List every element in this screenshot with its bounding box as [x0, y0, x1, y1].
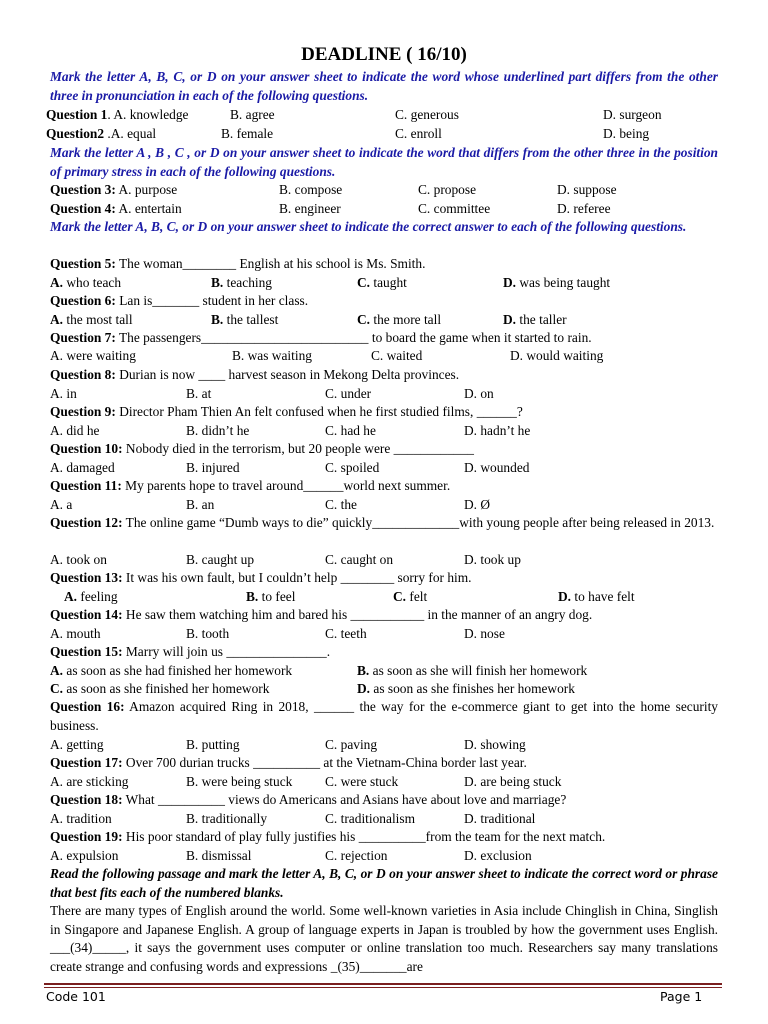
question-text: The online game “Dumb ways to die” quickly_____________with young people after being released in 2013. — [122, 515, 715, 530]
question-label: Question 17: — [50, 755, 123, 770]
question-15 — [50, 643, 718, 661]
footer-divider-thin — [44, 987, 722, 988]
question-label: Question 3: — [50, 182, 116, 197]
option-b: the tallest — [226, 312, 279, 327]
option-b: to feel — [261, 589, 296, 604]
question-11-options — [50, 496, 718, 514]
option-d: as soon as she finishes her homework — [373, 681, 575, 696]
option-c: as soon as she finished her homework — [66, 681, 270, 696]
question-15-options-cd: C. as soon as she finished her homework D. as soon as she finishes her homework — [50, 681, 575, 696]
option-b: B. an — [186, 497, 215, 512]
option-c: C. paving — [325, 737, 378, 752]
question-19 — [50, 828, 718, 846]
option-c: the more tall — [373, 312, 442, 327]
reading-passage: There are many types of English around the world. Some well-known varieties in Asia include Chinglish in China, Singlish in Singapore and Japanese English. A group of language experts in Japan is troubled by how the government uses English. ___(34)_____, it says the government uses computer or online translation too much. Researchers say many translations create strange and confusing words and expressions _(35)_______are — [50, 903, 718, 974]
option-a: A. getting — [50, 737, 104, 752]
question-label: Question 19: — [50, 829, 123, 844]
question-10 — [50, 440, 718, 458]
question-label: Question 16: — [50, 699, 125, 714]
question-18-options — [50, 810, 718, 828]
footer-divider — [44, 983, 722, 985]
question-4 — [50, 200, 718, 218]
question-text: The woman________ English at his school is Ms. Smith. — [115, 256, 426, 271]
question-12-options — [50, 551, 718, 569]
option-a: feeling — [80, 589, 118, 604]
question-text: Amazon acquired Ring in 2018, ______ the way for the e-commerce giant to get into the home security business. — [50, 699, 718, 733]
option-d: D. wounded — [464, 460, 530, 475]
question-label: Question 8: — [50, 367, 116, 382]
option-c: C. the — [325, 497, 357, 512]
option-d: was being taught — [519, 275, 611, 290]
option-a: A. in — [50, 386, 77, 401]
page-title: DEADLINE ( 16/10) — [301, 44, 467, 65]
option-c: C. spoiled — [325, 460, 380, 475]
option-a: A. mouth — [50, 626, 101, 641]
option-b: B. compose — [279, 182, 343, 197]
instruction-stress: Mark the letter A , B , C , or D on your answer sheet to indicate the word that differs from the other three in the position of primary stress in each of the following questions. — [50, 145, 718, 179]
question-text: Director Pham Thien An felt confused when he first studied films, ______? — [115, 404, 523, 419]
option-d: to have felt — [574, 589, 635, 604]
footer-code: Code 101 — [46, 989, 106, 1004]
question-9 — [50, 403, 718, 421]
option-a: A. damaged — [50, 460, 115, 475]
question-9-options — [50, 422, 718, 440]
option-a: who teach — [66, 275, 122, 290]
question-text: It was his own fault, but I couldn’t help ________ sorry for him. — [122, 570, 472, 585]
option-a: A. expulsion — [50, 848, 119, 863]
question-8 — [50, 366, 718, 384]
question-label: Question 4: — [50, 201, 116, 216]
option-c: C. propose — [418, 182, 477, 197]
question-text: He saw them watching him and bared his ___________ in the manner of an angry dog. — [122, 607, 593, 622]
question-7 — [50, 329, 718, 347]
question-text: Over 700 durian trucks __________ at the Vietnam-China border last year. — [122, 755, 527, 770]
option-d: D. took up — [464, 552, 521, 567]
option-c: C. caught on — [325, 552, 394, 567]
option-d: D. on — [464, 386, 494, 401]
question-13-options: A. feeling B. to feel C. felt D. to have felt — [64, 589, 635, 604]
option-b: as soon as she will finish her homework — [372, 663, 588, 678]
footer-page-number: Page 1 — [660, 989, 703, 1004]
option-a: A. did he — [50, 423, 100, 438]
option-c: felt — [409, 589, 428, 604]
option-d: D. are being stuck — [464, 774, 562, 789]
question-text: Nobody died in the terrorism, but 20 people were ____________ — [122, 441, 474, 456]
question-17 — [50, 754, 718, 772]
question-15-options-ab: A. as soon as she had finished her homework B. as soon as she will finish her homework — [50, 663, 588, 678]
question-label: Question 13: — [50, 570, 123, 585]
option-b: B. traditionally — [186, 811, 268, 826]
question-text: My parents hope to travel around______world next summer. — [121, 478, 451, 493]
instruction-pronunciation: Mark the letter A, B, C, or D on your answer sheet to indicate the word whose underlined part differs from the other three in pronunciation in each of the following questions. — [50, 69, 718, 103]
question-label: Question2 — [46, 126, 105, 141]
option-b: B. agree — [230, 107, 275, 122]
question-12 — [50, 514, 718, 533]
option-b: B. at — [186, 386, 212, 401]
option-d: D. traditional — [464, 811, 536, 826]
question-text: The passengers_________________________ to board the game when it started to rain. — [115, 330, 592, 345]
option-d: D. exclusion — [464, 848, 532, 863]
question-6-options: A. the most tall B. the tallest C. the more tall D. the taller — [50, 312, 567, 327]
option-a: A. took on — [50, 552, 107, 567]
instruction-correct-answer: Mark the letter A, B, C, or D on your answer sheet to indicate the correct answer to each of the following questions. — [50, 219, 687, 234]
option-d: D. being — [603, 126, 650, 141]
option-c: C. were stuck — [325, 774, 399, 789]
option-d: D. suppose — [557, 182, 617, 197]
option-a: A. a — [50, 497, 73, 512]
option-d: D. surgeon — [603, 107, 662, 122]
option-b: B. caught up — [186, 552, 255, 567]
question-19-options — [50, 847, 718, 865]
question-text: Marry will join us _______________. — [122, 644, 331, 659]
question-8-options — [50, 385, 718, 403]
option-d: D. showing — [464, 737, 526, 752]
question-16 — [50, 698, 718, 735]
question-label: Question 15: — [50, 644, 123, 659]
option-c: C. rejection — [325, 848, 388, 863]
question-18 — [50, 791, 718, 809]
option-b: B. were being stuck — [186, 774, 293, 789]
question-7-options — [50, 347, 718, 365]
option-b: B. putting — [186, 737, 240, 752]
option-a: as soon as she had finished her homework — [66, 663, 293, 678]
question-2 — [46, 125, 714, 143]
option-d: the taller — [519, 312, 567, 327]
question-14 — [50, 606, 718, 624]
question-14-options — [50, 625, 718, 643]
option-d: D. hadn’t he — [464, 423, 531, 438]
question-label: Question 18: — [50, 792, 123, 807]
question-label: Question 14: — [50, 607, 123, 622]
option-a: A. were waiting — [50, 348, 136, 363]
option-b: B. engineer — [279, 201, 341, 216]
question-3 — [50, 181, 718, 199]
option-c: taught — [373, 275, 407, 290]
option-c: C. enroll — [395, 126, 442, 141]
question-5-options: A. who teach B. teaching C. taught D. was being taught — [50, 275, 611, 290]
question-label: Question 1 — [46, 107, 108, 122]
question-11 — [50, 477, 718, 495]
option-b: B. tooth — [186, 626, 230, 641]
option-c: C. generous — [395, 107, 459, 122]
question-5 — [50, 255, 718, 273]
question-label: Question 9: — [50, 404, 116, 419]
question-1 — [46, 106, 714, 124]
option-b: B. didn’t he — [186, 423, 250, 438]
question-label: Question 10: — [50, 441, 123, 456]
option-c: C. waited — [371, 348, 423, 363]
question-10-options — [50, 459, 718, 477]
question-17-options — [50, 773, 718, 791]
option-a: A. tradition — [50, 811, 112, 826]
question-label: Question 6: — [50, 293, 116, 308]
option-a: the most tall — [66, 312, 133, 327]
option-a: .A. equal — [104, 126, 157, 141]
option-a: A. purpose — [115, 182, 178, 197]
question-text: What __________ views do Americans and Asians have about love and marriage? — [122, 792, 567, 807]
question-text: Durian is now ____ harvest season in Mekong Delta provinces. — [115, 367, 460, 382]
question-13 — [50, 569, 718, 587]
option-a: . A. knowledge — [107, 107, 189, 122]
option-c: C. had he — [325, 423, 376, 438]
question-label: Question 11: — [50, 478, 122, 493]
question-16-options — [50, 736, 718, 754]
question-label: Question 7: — [50, 330, 116, 345]
option-c: C. traditionalism — [325, 811, 416, 826]
option-b: B. injured — [186, 460, 240, 475]
option-d: D. referee — [557, 201, 611, 216]
option-c: C. committee — [418, 201, 491, 216]
option-b: B. female — [221, 126, 274, 141]
question-text: Lan is_______ student in her class. — [115, 293, 309, 308]
option-c: C. under — [325, 386, 372, 401]
option-b: B. dismissal — [186, 848, 252, 863]
option-d: D. nose — [464, 626, 505, 641]
option-b: teaching — [226, 275, 272, 290]
option-c: C. teeth — [325, 626, 367, 641]
option-d: D. would waiting — [510, 348, 604, 363]
question-6 — [50, 292, 718, 310]
question-label: Question 5: — [50, 256, 116, 271]
question-text: His poor standard of play fully justifies his __________from the team for the next match. — [122, 829, 606, 844]
option-a: A. entertain — [115, 201, 182, 216]
option-b: B. was waiting — [232, 348, 312, 363]
option-a: A. are sticking — [50, 774, 129, 789]
option-d: D. Ø — [464, 497, 491, 512]
question-label: Question 12: — [50, 515, 123, 530]
instruction-passage: Read the following passage and mark the letter A, B, C, or D on your answer sheet to indicate the correct word or phrase that best fits each of the numbered blanks. — [50, 866, 718, 900]
